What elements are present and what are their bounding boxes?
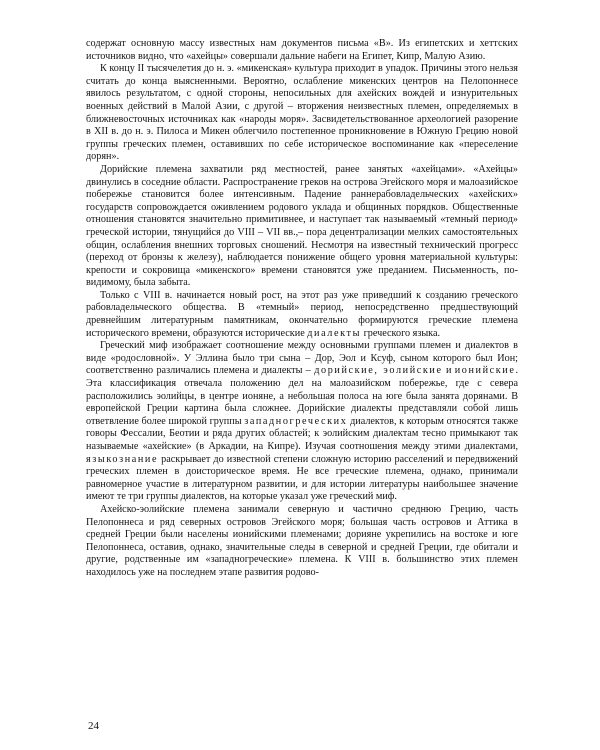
paragraph-5-term-ionic: ионийские: [454, 365, 516, 377]
paragraph-4: [86, 290, 518, 340]
paragraph-2-text: К концу II тысячелетия до н. э. «микенская» культура приходит в упадок. Причины этого нельзя считать до конца выясненными. Вероятно, ослабление микенских центров на Пелопоннесе явилось результатом, с одной стороны, непосильных для ахейских вождей и изнурительных военных действий в Малой Азии, с другой – вторжения неизвестных племен, определяемых в ближневосточных источниках как «народы моря». Засвидетельствованное археологией разорение в XII в. до н. э. Пилоса и Микен облегчило постепенное проникновение в Южную Грецию новой группы греческих племен, оставивших по себе историческое воспоминание как «переселение дорян».: [86, 63, 518, 163]
paragraph-5-text-e: раскрывает до известной степени сложную историю расселений и передвижений греческих племен в доисторическое время. Не все греческие племена, однако, принимали равномерное участие в литературном развитии, и для истории литературы наибольшее значение имеют те три группы диалектов, на которые указал уже греческий миф.: [86, 453, 518, 503]
paragraph-5-text-a: Греческий миф изображает соотношение между основными группами племен и диалектов в виде «родословной». У Эллина было три сына – Дор, Эол и Ксуф, сыном которого был Ион; соответственно различались племена и диалекты –: [86, 340, 518, 377]
page-number: 24: [88, 720, 99, 732]
paragraph-3-text: Дорийские племена захватили ряд местностей, ранее занятых «ахейцами». «Ахейцы» двинулись в соседние области. Распространение греков на острова Эгейского моря и малоазийское побережье становится более интенсивным. Падение раннерабовладельческих «ахейских» государств сопровождается оживлением родового уклада и общинных порядков. Общественные отношения становятся значительно примитивнее, и наступает так называемый «темный период» греческой истории, тянущийся до VIII – VII вв.,– пора децентрализации мелких самостоятельных общин, ослабления внешних торговых сношений. Несмотря на известный технический прогресс (переход от бронзы к железу), наблюдается понижение общего уровня материальной культуры: крепости и сокровища «микенского» времени становятся уже преданием. Письменность, по-видимому, была забыта.: [86, 163, 518, 289]
paragraph-5-term-linguistics: языкознание: [86, 453, 159, 465]
paragraph-6-text: Ахейско-эолийские племена занимали северную и частично среднюю Грецию, часть Пелопоннеса и ряд северных островов Эгейского моря; большая часть островов и Аттика в средней Греции были населены ионийскими племенами; дорияне укрепились на востоке и юге Пелопоннеса, оставив, однако, значительные следы в северной и средней Греции, где обитали и другие, родственные им «западногреческие» племена. К VIII в. большинство этих племен находилось уже на последнем этапе развития родово-: [86, 503, 518, 578]
paragraph-5-text-b: и: [442, 365, 455, 377]
paragraph-2: [86, 63, 518, 164]
paragraph-4-text-b: греческого языка.: [361, 327, 441, 339]
paragraph-1: [86, 38, 518, 63]
page-body: [86, 38, 518, 580]
paragraph-5-term-west-greek: западногреческих: [244, 415, 348, 427]
paragraph-5-text-d: диалектов, к которым относятся также говоры Фессалии, Беотии и ряда других областей; к эолийским диалектам тесно примыкают так называемые «ахейские» (в Аркадии, на Кипре). Изучая соотношения между этими диалектами,: [86, 415, 518, 452]
paragraph-5: [86, 340, 518, 504]
paragraph-1-text: содержат основную массу известных нам документов письма «В». Из египетских и хеттских источников видно, что «ахейцы» совершали дальние набеги на Египет, Кипр, Малую Азию.: [86, 38, 518, 62]
paragraph-4-term-dialects: диалекты: [307, 327, 362, 339]
paragraph-3: [86, 164, 518, 290]
paragraph-5-text-c: . Эта классификация отвечала положению дел на малоазийском побережье, где с севера расположились эолийцы, в центре ионяне, а небольшая полоса на юге была занята дорянами. В европейской Греции картина была сложнее. Дорийские диалекты представляли собой лишь ответвление более широкой группы: [86, 365, 519, 427]
paragraph-5-term-doric-aeolic: дорийские, эолийские: [314, 365, 443, 377]
paragraph-6: [86, 504, 518, 580]
paragraph-4-text-a: Только с VIII в. начинается новый рост, на этот раз уже приведший к созданию греческого рабовладельческого общества. В «темный» период, непосредственно предшествующий древнейшим литературным памятникам, окончательно формируются греческие племена исторического времени, образуются исторические: [86, 289, 518, 339]
